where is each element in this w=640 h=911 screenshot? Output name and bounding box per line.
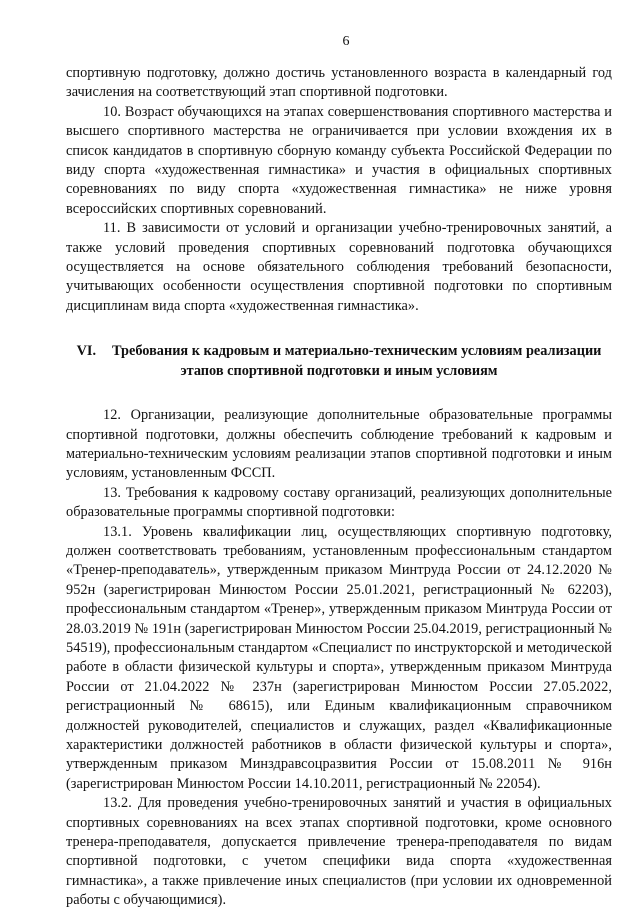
paragraph-continuation: спортивную подготовку, должно достичь установленного возраста в календарный год зачисления на соответствующий этап спортивной подготовки.	[66, 65, 612, 101]
section-number: VI.	[76, 343, 97, 360]
paragraph-12: 12. Организации, реализующие дополнительные образовательные программы спортивной подготовки, должны обеспечить соблюдение требований к кадровым и материально-техническим условиям реализации этапов спортивной подготовки и иным условиям, установленным ФССП.	[66, 407, 612, 482]
page-number: 6	[342, 34, 350, 49]
section-heading	[66, 342, 612, 381]
paragraph-13-2: 13.2. Для проведения учебно-тренировочных занятий и участия в официальных спортивных соревнованиях на всех этапах спортивной подготовки, кроме основного тренера-преподавателя, допускается привлечение тренера-преподавателя по видам спортивной подготовки, с учетом специфики вида спорта «художественная гимнастика», а также привлечение иных специалистов (при условии их одновременной работы с обучающимися).	[66, 795, 612, 909]
paragraph-13-1: 13.1. Уровень квалификации лиц, осуществляющих спортивную подготовку, должен соответствовать требованиям, установленным профессиональным стандартом «Тренер-преподаватель», утвержденным приказом Минтруда России от 24.12.2020 № 952н (зарегистрирован Минюстом России 25.01.2021, регистрационный № 62203), профессиональным стандартом «Тренер», утвержденным приказом Минтруда России от 28.03.2019 № 191н (зарегистрирован Минюстом России 25.04.2019, регистрационный № 54519), профессиональным стандартом «Специалист по инструкторской и методической работе в области физической культуры и спорта», утвержденным приказом Минтруда России от 21.04.2022 № 237н (зарегистрирован Минюстом России 27.05.2022, регистрационный № 68615), или Единым квалификационным справочником должностей руководителей, специалистов и служащих, раздел «Квалификационные характеристики должностей работников в области физической культуры и спорта», утвержденным приказом Минздравсоцразвития России от 15.08.2011 № 916н (зарегистрирован Минюстом России 14.10.2011, регистрационный № 22054).	[66, 523, 612, 792]
paragraph-11: 11. В зависимости от условий и организации учебно-тренировочных занятий, а также условий проведения спортивных соревнований подготовка обучающихся осуществляется на основе обязательного соблюдения требований безопасности, учитывающих особенности осуществления спортивной подготовки по спортивным дисциплинам вида спорта «художественная гимнастика».	[66, 220, 612, 314]
paragraph-10: 10. Возраст обучающихся на этапах совершенствования спортивного мастерства и высшего спортивного мастерства не ограничивается при условии вхождения их в список кандидатов в спортивную сборную команду субъекта Российской Федерации по виду спорта «художественная гимнастика» и участия в официальных спортивных соревнованиях по виду спорта «художественная гимнастика» не ниже уровня всероссийских спортивных соревнований.	[66, 103, 612, 217]
section-title: Требования к кадровым и материально-техническим условиям реализации этапов спортивной подготовки и иным условиям	[112, 343, 602, 379]
paragraph-13: 13. Требования к кадровому составу организаций, реализующих дополнительные образовательные программы спортивной подготовки:	[66, 484, 612, 521]
